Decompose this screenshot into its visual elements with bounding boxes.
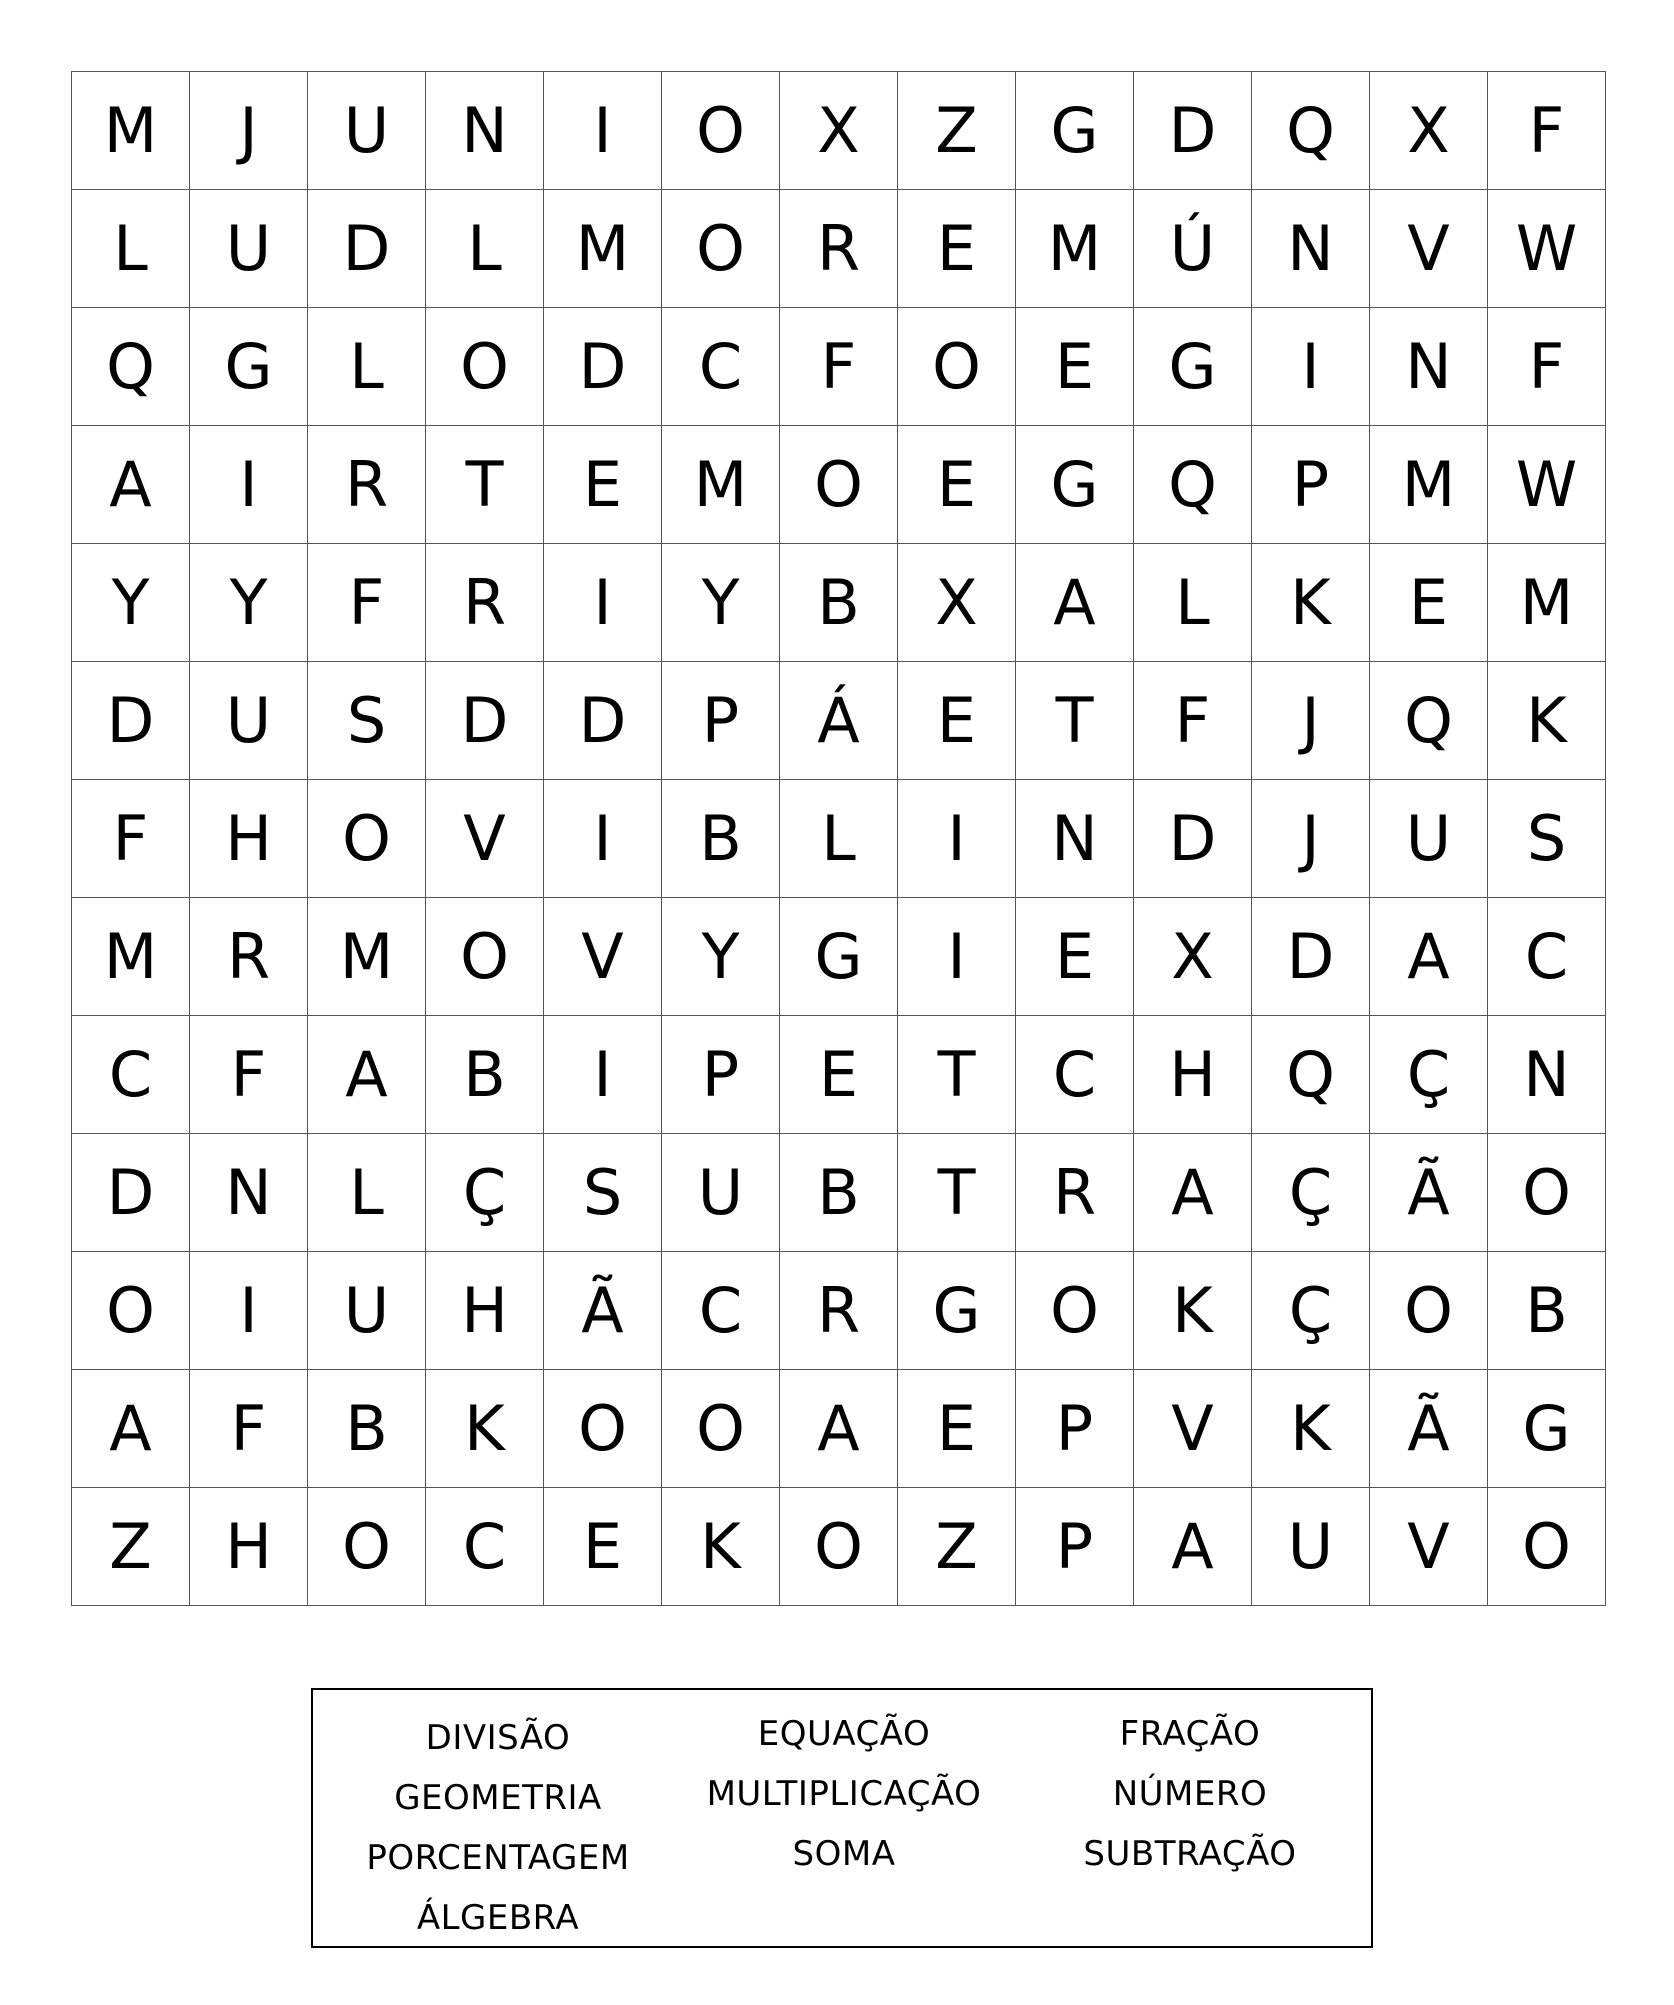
grid-cell[interactable]: U xyxy=(1252,1488,1370,1606)
grid-cell[interactable]: S xyxy=(544,1134,662,1252)
grid-cell[interactable]: Y xyxy=(72,544,190,662)
grid-cell[interactable]: Q xyxy=(72,308,190,426)
grid-cell[interactable]: B xyxy=(308,1370,426,1488)
grid-cell[interactable]: E xyxy=(780,1016,898,1134)
grid-cell[interactable]: P xyxy=(662,1016,780,1134)
grid-cell[interactable]: M xyxy=(1016,190,1134,308)
grid-cell[interactable]: N xyxy=(1488,1016,1606,1134)
grid-cell[interactable]: C xyxy=(1488,898,1606,1016)
grid-cell[interactable]: O xyxy=(1488,1134,1606,1252)
grid-cell[interactable]: R xyxy=(426,544,544,662)
grid-row xyxy=(72,1016,1606,1134)
grid-row xyxy=(72,898,1606,1016)
grid-cell[interactable]: I xyxy=(544,1016,662,1134)
grid-cell[interactable]: B xyxy=(662,780,780,898)
grid-cell[interactable]: H xyxy=(190,780,308,898)
grid-cell[interactable]: X xyxy=(780,72,898,190)
grid-cell[interactable]: E xyxy=(1370,544,1488,662)
grid-cell[interactable]: Z xyxy=(898,72,1016,190)
grid-cell[interactable]: Q xyxy=(1252,72,1370,190)
grid-cell[interactable]: R xyxy=(190,898,308,1016)
grid-cell[interactable]: M xyxy=(662,426,780,544)
grid-cell[interactable]: A xyxy=(72,1370,190,1488)
grid-cell[interactable]: C xyxy=(662,308,780,426)
grid-cell[interactable]: C xyxy=(72,1016,190,1134)
grid-cell[interactable]: D xyxy=(1134,72,1252,190)
grid-cell[interactable]: T xyxy=(898,1016,1016,1134)
grid-cell[interactable]: X xyxy=(1134,898,1252,1016)
grid-cell[interactable]: A xyxy=(308,1016,426,1134)
grid-row xyxy=(72,662,1606,780)
grid-cell[interactable]: P xyxy=(1016,1488,1134,1606)
grid-row xyxy=(72,1252,1606,1370)
grid-cell[interactable]: F xyxy=(190,1016,308,1134)
grid-cell[interactable]: G xyxy=(898,1252,1016,1370)
grid-cell[interactable]: E xyxy=(1016,308,1134,426)
grid-cell[interactable]: G xyxy=(1134,308,1252,426)
grid-cell[interactable]: D xyxy=(1252,898,1370,1016)
grid-cell[interactable]: U xyxy=(308,72,426,190)
grid-cell[interactable]: Y xyxy=(662,898,780,1016)
grid-cell[interactable]: Z xyxy=(72,1488,190,1606)
grid-cell[interactable]: O xyxy=(1488,1488,1606,1606)
grid-cell[interactable]: E xyxy=(898,1370,1016,1488)
grid-cell[interactable]: A xyxy=(780,1370,898,1488)
grid-cell[interactable]: J xyxy=(1252,662,1370,780)
grid-cell[interactable]: A xyxy=(1134,1488,1252,1606)
grid-cell[interactable]: I xyxy=(544,72,662,190)
grid-cell[interactable]: F xyxy=(1488,72,1606,190)
grid-cell[interactable]: W xyxy=(1488,190,1606,308)
grid-cell[interactable]: Ã xyxy=(1370,1134,1488,1252)
grid-cell[interactable]: C xyxy=(426,1488,544,1606)
grid-cell[interactable]: L xyxy=(780,780,898,898)
grid-cell[interactable]: J xyxy=(190,72,308,190)
grid-cell[interactable]: Ã xyxy=(1370,1370,1488,1488)
grid-cell[interactable]: L xyxy=(72,190,190,308)
grid-cell[interactable]: R xyxy=(780,190,898,308)
grid-cell[interactable]: A xyxy=(72,426,190,544)
grid-cell[interactable]: K xyxy=(1252,544,1370,662)
grid-cell[interactable]: U xyxy=(190,190,308,308)
word-list-item: FRAÇÃO xyxy=(1119,1714,1261,1754)
word-list-item: DIVISÃO xyxy=(425,1718,571,1758)
grid-cell[interactable]: D xyxy=(72,1134,190,1252)
grid-cell[interactable]: M xyxy=(544,190,662,308)
grid-cell[interactable]: I xyxy=(898,780,1016,898)
word-list-item: EQUAÇÃO xyxy=(757,1714,931,1754)
grid-cell[interactable]: Y xyxy=(190,544,308,662)
grid-cell[interactable]: V xyxy=(426,780,544,898)
grid-cell[interactable]: Q xyxy=(1370,662,1488,780)
grid-cell[interactable]: L xyxy=(426,190,544,308)
grid-cell[interactable]: P xyxy=(662,662,780,780)
grid-cell[interactable]: D xyxy=(308,190,426,308)
grid-cell[interactable]: D xyxy=(544,662,662,780)
grid-cell[interactable]: I xyxy=(1252,308,1370,426)
grid-cell[interactable]: R xyxy=(1016,1134,1134,1252)
grid-cell[interactable]: F xyxy=(72,780,190,898)
grid-row xyxy=(72,780,1606,898)
grid-cell[interactable]: V xyxy=(1370,1488,1488,1606)
word-list-item: NÚMERO xyxy=(1112,1774,1268,1814)
grid-cell[interactable]: U xyxy=(662,1134,780,1252)
grid-cell[interactable]: L xyxy=(308,308,426,426)
word-list-item: SUBTRAÇÃO xyxy=(1083,1834,1297,1874)
grid-row xyxy=(72,1370,1606,1488)
grid-cell[interactable]: A xyxy=(1370,898,1488,1016)
grid-cell[interactable]: Á xyxy=(780,662,898,780)
grid-cell[interactable]: B xyxy=(1488,1252,1606,1370)
grid-cell[interactable]: Z xyxy=(898,1488,1016,1606)
grid-cell[interactable]: O xyxy=(426,308,544,426)
grid-cell[interactable]: D xyxy=(544,308,662,426)
grid-cell[interactable]: E xyxy=(1016,898,1134,1016)
word-list-item: PORCENTAGEM xyxy=(366,1838,630,1878)
grid-cell[interactable]: F xyxy=(1134,662,1252,780)
grid-row xyxy=(72,1488,1606,1606)
grid-cell[interactable]: K xyxy=(426,1370,544,1488)
grid-cell[interactable]: O xyxy=(1016,1252,1134,1370)
word-list-item: ÁLGEBRA xyxy=(416,1898,580,1938)
grid-cell[interactable]: R xyxy=(308,426,426,544)
grid-cell[interactable]: H xyxy=(1134,1016,1252,1134)
grid-cell[interactable]: Q xyxy=(1252,1016,1370,1134)
grid-cell[interactable]: F xyxy=(1488,308,1606,426)
grid-cell[interactable]: G xyxy=(780,898,898,1016)
grid-cell[interactable]: J xyxy=(1252,780,1370,898)
grid-cell[interactable]: H xyxy=(190,1488,308,1606)
grid-cell[interactable]: X xyxy=(1370,72,1488,190)
grid-cell[interactable]: O xyxy=(780,1488,898,1606)
grid-cell[interactable]: I xyxy=(190,1252,308,1370)
grid-cell[interactable]: I xyxy=(898,898,1016,1016)
grid-row xyxy=(72,72,1606,190)
grid-cell[interactable]: Ç xyxy=(1252,1252,1370,1370)
grid-cell[interactable]: K xyxy=(1134,1252,1252,1370)
grid-cell[interactable]: T xyxy=(898,1134,1016,1252)
grid-cell[interactable]: I xyxy=(544,780,662,898)
grid-cell[interactable]: V xyxy=(1134,1370,1252,1488)
grid-cell[interactable]: Ã xyxy=(544,1252,662,1370)
grid-cell[interactable]: X xyxy=(898,544,1016,662)
grid-cell[interactable]: O xyxy=(662,190,780,308)
grid-cell[interactable]: G xyxy=(1016,426,1134,544)
grid-cell[interactable]: B xyxy=(780,544,898,662)
grid-cell[interactable]: U xyxy=(308,1252,426,1370)
grid-cell[interactable]: S xyxy=(308,662,426,780)
grid-cell[interactable]: P xyxy=(1016,1370,1134,1488)
grid-cell[interactable]: F xyxy=(780,308,898,426)
grid-cell[interactable]: M xyxy=(1370,426,1488,544)
grid-cell[interactable]: O xyxy=(898,308,1016,426)
grid-cell[interactable]: G xyxy=(1016,72,1134,190)
grid-cell[interactable]: O xyxy=(662,72,780,190)
grid-cell[interactable]: M xyxy=(72,72,190,190)
grid-cell[interactable]: N xyxy=(1252,190,1370,308)
grid-cell[interactable]: N xyxy=(426,72,544,190)
grid-cell[interactable]: N xyxy=(1370,308,1488,426)
grid-cell[interactable]: D xyxy=(72,662,190,780)
grid-cell[interactable]: B xyxy=(780,1134,898,1252)
grid-cell[interactable]: C xyxy=(1016,1016,1134,1134)
grid-cell[interactable]: A xyxy=(1134,1134,1252,1252)
grid-cell[interactable]: B xyxy=(426,1016,544,1134)
word-list-column xyxy=(1015,1704,1365,1884)
grid-cell[interactable]: Ç xyxy=(1370,1016,1488,1134)
grid-cell[interactable]: M xyxy=(1488,544,1606,662)
grid-cell[interactable]: N xyxy=(1016,780,1134,898)
grid-cell[interactable]: E xyxy=(544,1488,662,1606)
grid-cell[interactable]: O xyxy=(1370,1252,1488,1370)
grid-cell[interactable]: O xyxy=(72,1252,190,1370)
grid-cell[interactable]: I xyxy=(190,426,308,544)
grid-cell[interactable]: D xyxy=(426,662,544,780)
grid-cell[interactable]: U xyxy=(190,662,308,780)
grid-cell[interactable]: K xyxy=(662,1488,780,1606)
word-list-item: SOMA xyxy=(792,1834,896,1874)
grid-cell[interactable]: D xyxy=(1134,780,1252,898)
word-list-item: GEOMETRIA xyxy=(394,1778,602,1818)
grid-cell[interactable]: R xyxy=(780,1252,898,1370)
grid-cell[interactable]: G xyxy=(1488,1370,1606,1488)
grid-cell[interactable]: L xyxy=(1134,544,1252,662)
grid-row xyxy=(72,308,1606,426)
grid-cell[interactable]: E xyxy=(898,426,1016,544)
grid-cell[interactable]: L xyxy=(308,1134,426,1252)
grid-cell[interactable]: A xyxy=(1016,544,1134,662)
grid-row xyxy=(72,426,1606,544)
grid-cell[interactable]: T xyxy=(426,426,544,544)
grid-cell[interactable]: S xyxy=(1488,780,1606,898)
word-list-column xyxy=(669,1704,1019,1884)
grid-cell[interactable]: Q xyxy=(1134,426,1252,544)
word-list-column xyxy=(323,1708,673,1948)
word-list-box xyxy=(311,1688,1373,1948)
grid-cell[interactable]: G xyxy=(190,308,308,426)
grid-cell[interactable]: Y xyxy=(662,544,780,662)
grid-cell[interactable]: T xyxy=(1016,662,1134,780)
grid-cell[interactable]: N xyxy=(190,1134,308,1252)
grid-cell[interactable]: O xyxy=(308,780,426,898)
grid-cell[interactable]: V xyxy=(1370,190,1488,308)
grid-cell[interactable]: V xyxy=(544,898,662,1016)
grid-cell[interactable]: F xyxy=(190,1370,308,1488)
grid-cell[interactable]: E xyxy=(898,662,1016,780)
grid-cell[interactable]: U xyxy=(1370,780,1488,898)
grid-cell[interactable]: Ç xyxy=(426,1134,544,1252)
grid-cell[interactable]: K xyxy=(1252,1370,1370,1488)
grid-row xyxy=(72,190,1606,308)
grid-cell[interactable]: I xyxy=(544,544,662,662)
word-list-item: MULTIPLICAÇÃO xyxy=(706,1774,982,1814)
grid-row xyxy=(72,544,1606,662)
grid-cell[interactable]: Ú xyxy=(1134,190,1252,308)
grid-cell[interactable]: K xyxy=(1488,662,1606,780)
grid-cell[interactable]: H xyxy=(426,1252,544,1370)
grid-cell[interactable]: O xyxy=(544,1370,662,1488)
grid-cell[interactable]: C xyxy=(662,1252,780,1370)
grid-cell[interactable]: O xyxy=(308,1488,426,1606)
grid-cell[interactable]: M xyxy=(72,898,190,1016)
grid-cell[interactable]: Ç xyxy=(1252,1134,1370,1252)
grid-cell[interactable]: P xyxy=(1252,426,1370,544)
grid-cell[interactable]: E xyxy=(544,426,662,544)
letter-grid xyxy=(71,71,1606,1606)
grid-cell[interactable]: M xyxy=(308,898,426,1016)
grid-row xyxy=(72,1134,1606,1252)
grid-cell[interactable]: F xyxy=(308,544,426,662)
grid-cell[interactable]: W xyxy=(1488,426,1606,544)
grid-cell[interactable]: O xyxy=(426,898,544,1016)
grid-cell[interactable]: O xyxy=(662,1370,780,1488)
grid-cell[interactable]: E xyxy=(898,190,1016,308)
grid-cell[interactable]: O xyxy=(780,426,898,544)
